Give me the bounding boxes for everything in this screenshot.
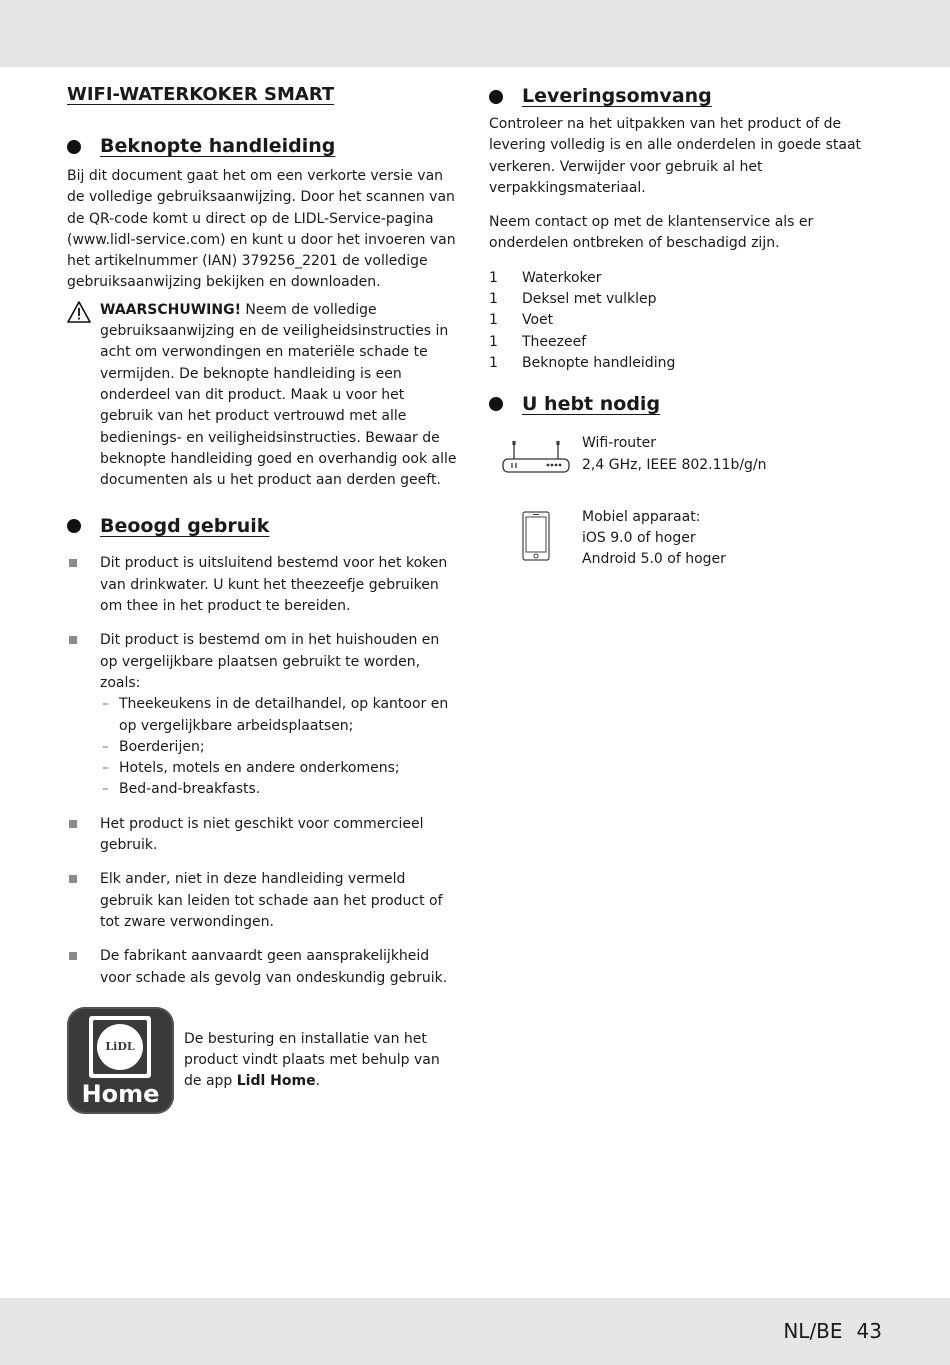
delivery-list-item xyxy=(489,268,879,289)
page-number: 43 xyxy=(856,1319,882,1343)
phone-android-requirement: Android 5.0 of hoger xyxy=(582,551,726,568)
delivery-list-item xyxy=(489,353,879,374)
quick-guide-paragraph: Bij dit document gaat het om een verkorte versie van de volledige gebruiksaanwijzing. Door het scannen van de QR-code komt u direct op de LIDL-Service-pagina (www.lidl-service.com) en kunt u door het invoeren van het artikelnummer (IAN) 379256_2201 de volledige gebruiksaanwijzing bekijken en downloaden. xyxy=(67,168,456,291)
app-icon-label: Home xyxy=(81,1079,160,1108)
sub-list-item xyxy=(67,758,457,779)
list-item-text: Elk ander, niet in deze handleiding vermeld gebruik kan leiden tot schade aan het product of tot zware verwondingen. xyxy=(100,871,443,930)
router-icon xyxy=(501,439,571,475)
warning-text xyxy=(100,300,457,492)
section-bullet-icon xyxy=(67,519,81,533)
router-text xyxy=(582,433,767,476)
delivery-qty: 1 xyxy=(489,312,498,329)
list-item xyxy=(67,869,457,933)
square-bullet-icon xyxy=(69,820,77,828)
section-header-delivery xyxy=(489,82,879,112)
list-item xyxy=(67,946,457,989)
delivery-list-item xyxy=(489,310,879,331)
document-title: WIFI-WATERKOKER SMART xyxy=(67,84,335,105)
lidl-logo-icon xyxy=(89,1016,151,1078)
warning-triangle-icon xyxy=(67,301,91,323)
header-band xyxy=(0,0,950,67)
delivery-qty: 1 xyxy=(489,354,498,371)
sub-list-item xyxy=(67,737,457,758)
section-bullet-icon xyxy=(489,90,503,104)
square-bullet-icon xyxy=(69,952,77,960)
requirement-router xyxy=(489,433,879,476)
app-description-text: De besturing en installatie van het product vindt plaats met behulp van de app xyxy=(184,1030,440,1090)
router-label: Wifi-router xyxy=(582,435,657,452)
delivery-name: Voet xyxy=(522,312,554,329)
phone-ios-requirement: iOS 9.0 of hoger xyxy=(582,530,696,547)
list-item-text: Het product is niet geschikt voor commercieel gebruik. xyxy=(100,815,424,854)
sub-list-item-text: Boerderijen; xyxy=(119,738,205,755)
square-bullet-icon xyxy=(69,875,77,883)
list-item xyxy=(67,630,457,694)
sub-list-item-text: Bed-and-breakfasts. xyxy=(119,781,261,798)
left-column xyxy=(67,82,457,1114)
section-header-requirements xyxy=(489,389,879,419)
app-name: Lidl Home xyxy=(236,1073,316,1090)
delivery-name: Waterkoker xyxy=(522,269,602,286)
square-bullet-icon xyxy=(69,636,77,644)
section-title: Beknopte handleiding xyxy=(100,135,336,158)
delivery-list-item xyxy=(489,332,879,353)
app-description-period: . xyxy=(315,1073,321,1090)
language-code: NL/BE xyxy=(783,1319,843,1343)
list-item-text: De fabrikant aanvaardt geen aansprakelijkheid voor schade als gevolg van ondeskundig gebruik. xyxy=(100,948,448,986)
section-header-quick-guide xyxy=(67,132,457,162)
section-title: Leveringsomvang xyxy=(522,85,712,108)
warning-block xyxy=(67,300,457,492)
sub-list-item xyxy=(67,694,457,737)
list-item-text: Dit product is bestemd om in het huishouden en op vergelijkbare plaatsen gebruikt te worden, zoals: xyxy=(100,632,440,691)
app-description xyxy=(184,1029,457,1093)
delivery-list-item xyxy=(489,289,879,310)
app-info xyxy=(67,1007,457,1114)
phone-text xyxy=(582,507,726,571)
warning-label: WAARSCHUWING! xyxy=(100,301,241,318)
lidl-home-app-icon xyxy=(67,1007,174,1114)
delivery-qty: 1 xyxy=(489,291,498,308)
delivery-paragraph-2: Neem contact op met de klantenservice als er onderdelen ontbreken of beschadigd zijn. xyxy=(489,214,814,252)
square-bullet-icon xyxy=(69,559,77,567)
sub-list-item xyxy=(67,779,457,800)
section-header-intended-use xyxy=(67,511,457,541)
right-column xyxy=(489,82,879,571)
router-spec: 2,4 GHz, IEEE 802.11b/g/n xyxy=(582,456,767,473)
smartphone-icon xyxy=(522,511,550,561)
page-footer-label xyxy=(783,1318,882,1344)
dash-bullet-icon: – xyxy=(102,760,109,777)
sub-list-item-text: Theekeukens in de detailhandel, op kantoor en op vergelijkbare arbeidsplaatsen; xyxy=(119,696,449,734)
section-bullet-icon xyxy=(489,397,503,411)
section-title: U hebt nodig xyxy=(522,392,661,415)
dash-bullet-icon: – xyxy=(102,738,109,755)
delivery-name: Beknopte handleiding xyxy=(522,354,676,371)
dash-bullet-icon: – xyxy=(102,781,109,798)
list-item xyxy=(67,814,457,857)
list-item xyxy=(67,553,457,617)
list-item-text: Dit product is uitsluitend bestemd voor het koken van drinkwater. U kunt het theezeefje gebruiken om thee in het product te bereiden. xyxy=(100,555,448,615)
delivery-name: Theezeef xyxy=(522,333,587,350)
delivery-paragraph-1: Controleer na het uitpakken van het product of de levering volledig is en alle onderdelen in goede staat verkeren. Verwijder voor gebruik al het verpakkingsmateriaal. xyxy=(489,116,862,196)
warning-body: Neem de volledige gebruiksaanwijzing en de veiligheidsinstructies in acht om verwondingen en materiële schade te vermijden. De beknopte handleiding is een onderdeel van dit product. Maak u voor het gebruik van het product vertrouwd met alle bedienings- en veiligheidsinstructies. Bewaar de beknopte handleiding goed en overhandig ook alle documenten als u het product aan derden geeft. xyxy=(100,301,457,489)
requirement-phone xyxy=(489,507,879,571)
delivery-qty: 1 xyxy=(489,269,498,286)
section-bullet-icon xyxy=(67,140,81,154)
delivery-name: Deksel met vulklep xyxy=(522,291,657,308)
dash-bullet-icon: – xyxy=(102,696,109,713)
lidl-logo-text: LiDL xyxy=(105,1039,135,1053)
sub-list-item-text: Hotels, motels en andere onderkomens; xyxy=(119,760,400,777)
phone-label: Mobiel apparaat: xyxy=(582,508,701,525)
delivery-qty: 1 xyxy=(489,333,498,350)
section-title: Beoogd gebruik xyxy=(100,514,270,537)
